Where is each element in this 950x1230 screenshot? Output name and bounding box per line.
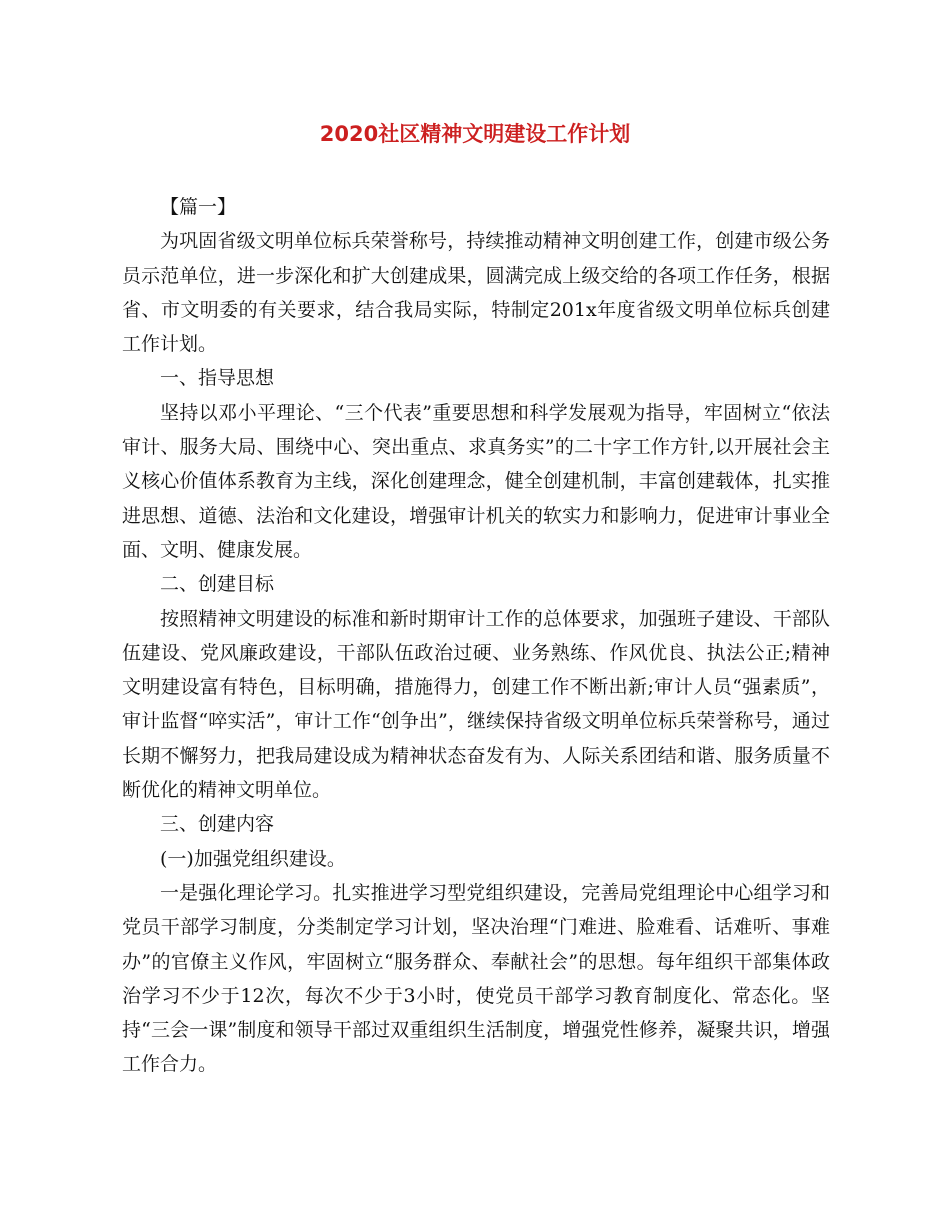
creation-goals-paragraph: 按照精神文明建设的标准和新时期审计工作的总体要求，加强班子建设、干部队伍建设、党风廉政建设，干部队伍政治过硬、业务熟练、作风优良、执法公正;精神文明建设富有特色，目标明确，措施得力，创建工作不断出新;审计人员“强素质”，审计监督“啐实活”，审计工作“创争出”，继续保持省级文明单位标兵荣誉称号，通过长期不懈努力，把我局建设成为精神状态奋发有为、人际关系团结和谐、服务质量不断优化的精神文明单位。 bbox=[122, 607, 830, 802]
heading-creation-content: 三、创建内容 bbox=[160, 813, 275, 836]
heading-guiding-ideology: 一、指导思想 bbox=[160, 367, 275, 390]
document-body bbox=[122, 190, 830, 1082]
subheading-party-organization: (一)加强党组织建设。 bbox=[160, 847, 346, 870]
section-label: 【篇一】 bbox=[160, 196, 237, 218]
guiding-ideology-paragraph: 坚持以邓小平理论、“三个代表”重要思想和科学发展观为指导，牢固树立“依法审计、服务大局、围绕中心、突出重点、求真务实”的二十字工作方针,以开展社会主义核心价值体系教育为主线，深化创建理念，健全创建机制，丰富创建载体，扎实推进思想、道德、法治和文化建设，增强审计机关的软实力和影响力，促进审计事业全面、文明、健康发展。 bbox=[122, 401, 830, 561]
document-title: 2020社区精神文明建设工作计划 bbox=[319, 122, 631, 146]
theory-study-paragraph: 一是强化理论学习。扎实推进学习型党组织建设，完善局党组理论中心组学习和党员干部学习制度，分类制定学习计划，坚决治理“门难进、脸难看、话难听、事难办”的官僚主义作风，牢固树立“服务群众、奉献社会”的思想。每年组织干部集体政治学习不少于12次，每次不少于3小时，使党员干部学习教育制度化、常态化。坚持“三会一课”制度和领导干部过双重组织生活制度，增强党性修养，凝聚共识，增强工作合力。 bbox=[122, 881, 830, 1076]
intro-paragraph: 为巩固省级文明单位标兵荣誉称号，持续推动精神文明创建工作，创建市级公务员示范单位，进一步深化和扩大创建成果，圆满完成上级交给的各项工作任务，根据省、市文明委的有关要求，结合我局实际，特制定201x年度省级文明单位标兵创建工作计划。 bbox=[122, 230, 830, 356]
heading-creation-goals: 二、创建目标 bbox=[160, 573, 275, 596]
